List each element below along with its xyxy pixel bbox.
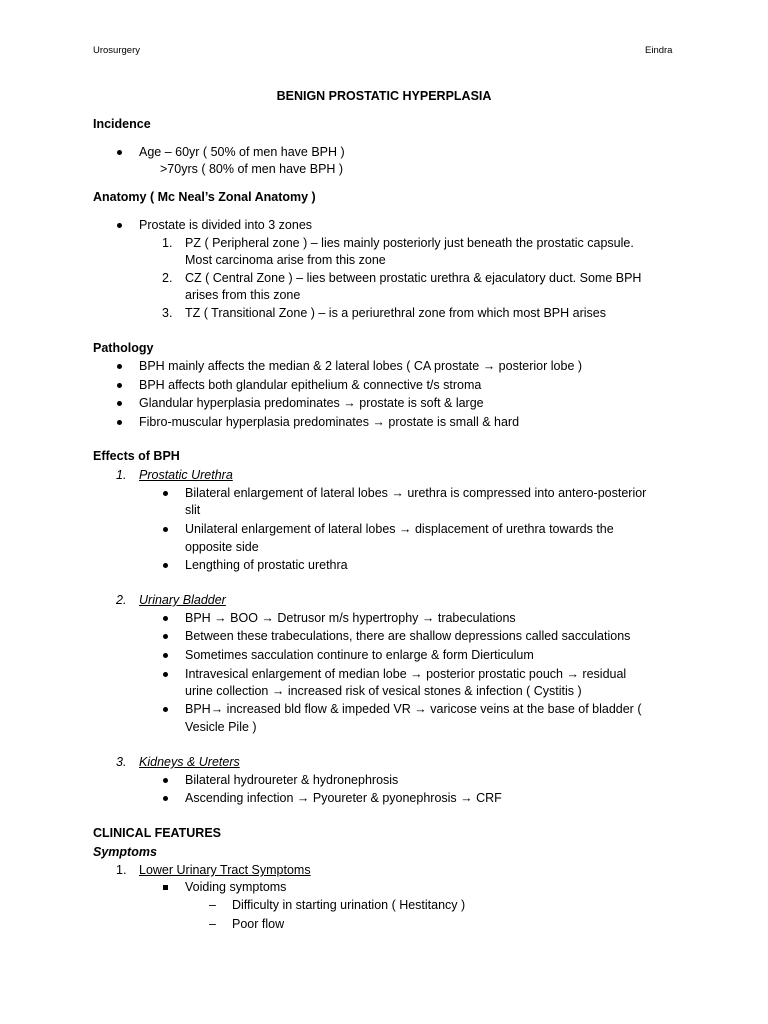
effect-item: BPH → BOO → Detrusor m/s hypertrophy → trabeculations	[185, 611, 516, 625]
symptom-item: Poor flow	[232, 917, 285, 931]
section-title: Kidneys & Ureters	[139, 755, 240, 769]
bullet-icon	[117, 383, 122, 388]
section-number: 3.	[116, 755, 127, 769]
bullet-icon	[163, 634, 168, 639]
clinical-heading: CLINICAL FEATURES	[93, 826, 222, 840]
effect-item: Intravesical enlargement of median lobe → posterior prostatic pouch → residual	[185, 667, 627, 681]
incidence-line: Age – 60yr ( 50% of men have BPH )	[139, 145, 345, 159]
zone-line: PZ ( Peripheral zone ) – lies mainly posteriorly just beneath the prostatic capsule.	[185, 236, 634, 250]
effects-heading: Effects of BPH	[93, 449, 180, 463]
effect-item: BPH→ increased bld flow & impeded VR → varicose veins at the base of bladder (	[185, 702, 642, 716]
bullet-icon	[117, 420, 122, 425]
dash-bullet-icon: –	[209, 917, 216, 931]
zone-line: Most carcinoma arise from this zone	[185, 253, 386, 267]
bullet-icon	[163, 563, 168, 568]
page-title: BENIGN PROSTATIC HYPERPLASIA	[276, 89, 492, 103]
bullet-icon	[163, 527, 168, 532]
symptoms-heading: Symptoms	[93, 845, 157, 859]
effect-item: Lengthing of prostatic urethra	[185, 558, 348, 572]
bullet-icon	[163, 707, 168, 712]
zone-number: 1.	[162, 236, 173, 250]
incidence-line: >70yrs ( 80% of men have BPH )	[160, 162, 344, 176]
symptom-item: Difficulty in starting urination ( Hestitancy )	[232, 898, 466, 912]
header-right: Eindra	[645, 45, 673, 56]
square-bullet-icon	[163, 885, 168, 890]
effect-item: Bilateral hydroureter & hydronephrosis	[185, 773, 399, 787]
section-title: Prostatic Urethra	[139, 468, 233, 482]
bullet-icon	[117, 223, 122, 228]
bullet-icon	[163, 796, 168, 801]
luts-number: 1.	[116, 863, 127, 877]
bullet-icon	[117, 364, 122, 369]
bullet-icon	[117, 401, 122, 406]
anatomy-heading: Anatomy ( Mc Neal’s Zonal Anatomy )	[93, 190, 316, 204]
effect-item: Ascending infection → Pyoureter & pyonephrosis → CRF	[185, 791, 502, 805]
pathology-item: BPH mainly affects the median & 2 lateral lobes ( CA prostate → posterior lobe )	[139, 359, 583, 373]
bullet-icon	[163, 616, 168, 621]
pathology-item: Fibro-muscular hyperplasia predominates → prostate is small & hard	[139, 415, 520, 429]
dash-bullet-icon: –	[209, 898, 216, 912]
zone-line: CZ ( Central Zone ) – lies between prostatic urethra & ejaculatory duct. Some BPH	[185, 271, 642, 285]
zone-number: 3.	[162, 306, 173, 320]
pathology-heading: Pathology	[93, 341, 154, 355]
effect-item: Sometimes sacculation continure to enlarge & form Dierticulum	[185, 648, 534, 662]
section-number: 2.	[116, 593, 127, 607]
effect-item: Vesicle Pile )	[185, 720, 257, 734]
bullet-icon	[163, 491, 168, 496]
bullet-icon	[163, 672, 168, 677]
effect-item: opposite side	[185, 540, 259, 554]
section-title: Urinary Bladder	[139, 593, 226, 607]
pathology-item: BPH affects both glandular epithelium & connective t/s stroma	[139, 378, 482, 392]
section-number: 1.	[116, 468, 127, 482]
bullet-icon	[163, 778, 168, 783]
effect-item: urine collection → increased risk of vesical stones & infection ( Cystitis )	[185, 684, 582, 698]
effect-item: Between these trabeculations, there are shallow depressions called sacculations	[185, 629, 631, 643]
effect-item: Bilateral enlargement of lateral lobes → urethra is compressed into antero-posterior	[185, 486, 647, 500]
zone-number: 2.	[162, 271, 173, 285]
zone-line: arises from this zone	[185, 288, 301, 302]
incidence-heading: Incidence	[93, 117, 151, 131]
anatomy-bullet: Prostate is divided into 3 zones	[139, 218, 313, 232]
bullet-icon	[117, 150, 122, 155]
bullet-icon	[163, 653, 168, 658]
effect-item: slit	[185, 503, 201, 517]
voiding-label: Voiding symptoms	[185, 880, 287, 894]
header-left: Urosurgery	[93, 45, 140, 56]
effect-item: Unilateral enlargement of lateral lobes → displacement of urethra towards the	[185, 522, 614, 536]
zone-line: TZ ( Transitional Zone ) – is a periurethral zone from which most BPH arises	[185, 306, 606, 320]
luts-title: Lower Urinary Tract Symptoms	[139, 863, 311, 877]
pathology-item: Glandular hyperplasia predominates → prostate is soft & large	[139, 396, 484, 410]
